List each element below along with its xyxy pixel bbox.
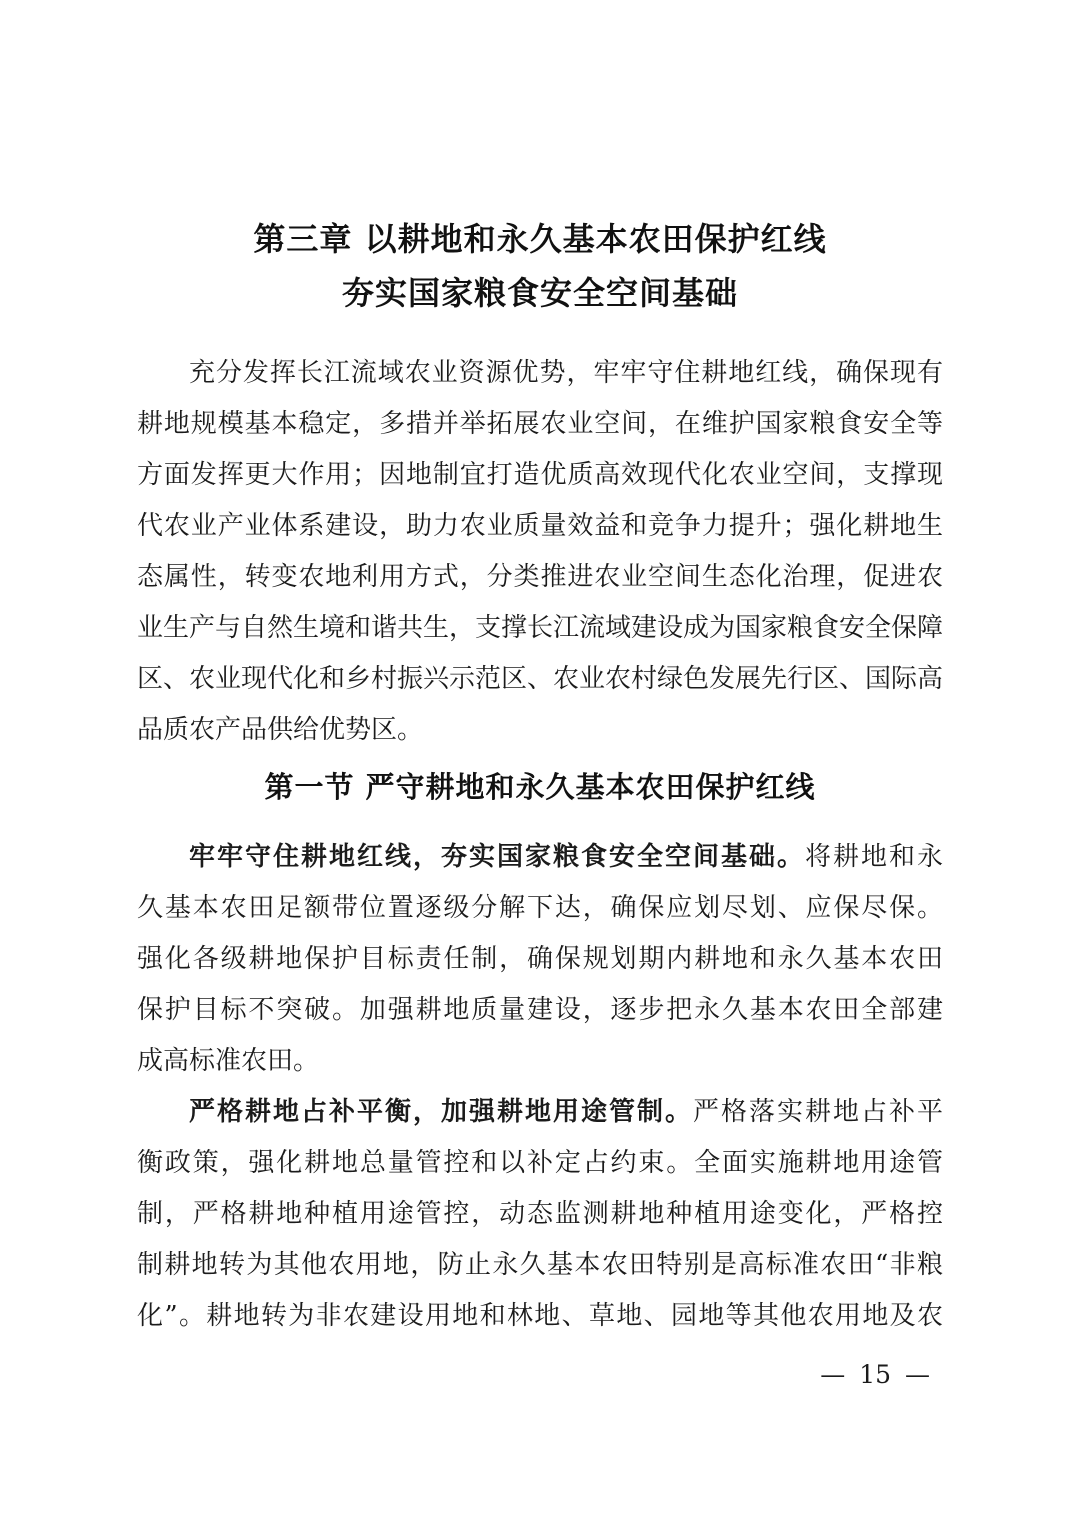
text-line [137,552,943,603]
text-line [137,654,943,705]
chapter-heading [137,212,943,320]
line-text: 制耕地转为其他农用地，防止永久基本农田特别是高标准农田“非粮 [137,1250,943,1280]
text-line [137,1240,943,1291]
line-text: 方面发挥更大作用；因地制宜打造优质高效现代化农业空间，支撑现 [137,460,943,490]
body-paragraph-2 [137,1087,943,1342]
text-line [137,1291,943,1342]
line-text: 将耕地和永 [804,842,943,872]
text-line [137,832,943,883]
text-line [137,399,943,450]
text-line [137,985,943,1036]
text-line [137,501,943,552]
line-text: 品质农产品供给优势区。 [137,715,424,745]
line-text: 充分发挥长江流域农业资源优势，牢牢守住耕地红线，确保现有 [189,358,943,388]
line-text: 区、农业现代化和乡村振兴示范区、农业农村绿色发展先行区、国际高 [137,664,944,694]
line-text: 业生产与自然生境和谐共生，支撑长江流域建设成为国家粮食安全保障 [137,613,944,643]
chapter-heading-line-1: 第三章 以耕地和永久基本农田保护红线 [253,220,827,258]
text-line [137,348,943,399]
text-line [137,883,943,934]
text-line [137,603,943,654]
text-line [137,1036,943,1087]
text-line [137,1138,943,1189]
text-line [137,934,943,985]
section-heading: 第一节 严守耕地和永久基本农田保护红线 [264,770,816,804]
bold-lead-text: 牢牢守住耕地红线，夯实国家粮食安全空间基础。 [189,842,805,872]
bold-lead-text: 严格耕地占补平衡，加强耕地用途管制。 [189,1097,693,1127]
body-paragraph-1 [137,832,943,1087]
text-line [137,450,943,501]
line-text: 成高标准农田。 [137,1046,320,1076]
line-text: 制，严格耕地种植用途管控，动态监测耕地种植用途变化，严格控 [137,1199,943,1229]
line-text: 强化各级耕地保护目标责任制，确保规划期内耕地和永久基本农田 [137,944,943,974]
page-number: — 15 — [820,1360,930,1389]
text-line [137,1087,943,1138]
chapter-heading-line-2: 夯实国家粮食安全空间基础 [341,274,738,312]
intro-paragraph [137,348,943,756]
line-text: 严格落实耕地占补平 [692,1097,943,1127]
line-text: 久基本农田足额带位置逐级分解下达，确保应划尽划、应保尽保。 [137,893,943,923]
page-content [137,0,943,1342]
line-text: 化”。耕地转为非农建设用地和林地、草地、园地等其他农用地及农 [137,1301,943,1331]
line-text: 态属性，转变农地利用方式，分类推进农业空间生态化治理，促进农 [137,562,943,592]
text-line [137,1189,943,1240]
text-line [137,705,943,756]
line-text: 衡政策，强化耕地总量管控和以补定占约束。全面实施耕地用途管 [137,1148,943,1178]
line-text: 耕地规模基本稳定，多措并举拓展农业空间，在维护国家粮食安全等 [137,409,943,439]
line-text: 保护目标不突破。加强耕地质量建设，逐步把永久基本农田全部建 [137,995,943,1025]
line-text: 代农业产业体系建设，助力农业质量效益和竞争力提升；强化耕地生 [137,511,943,541]
